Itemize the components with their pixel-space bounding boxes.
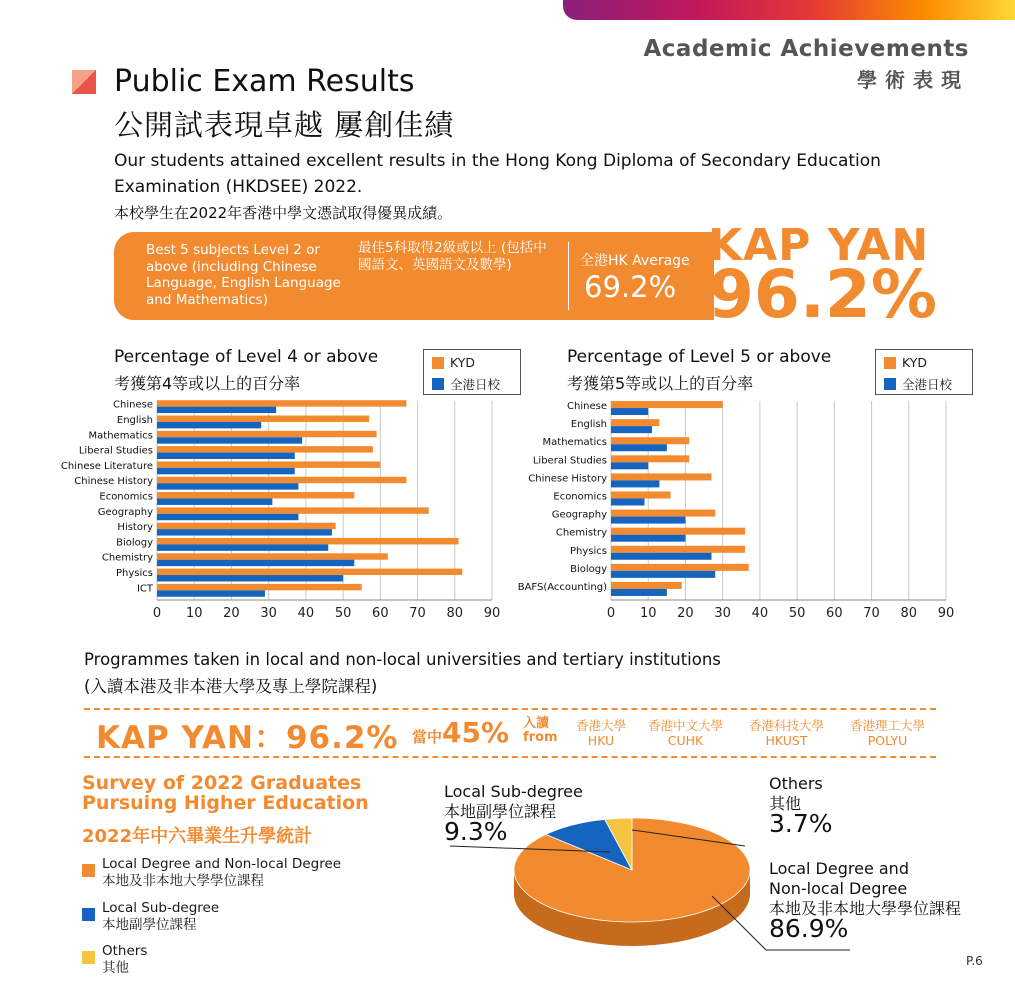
pie-label-zh: 其他 (769, 794, 802, 813)
y-category-label: Chemistry (555, 527, 607, 539)
page-title-en: Public Exam Results (114, 64, 415, 99)
page-number: P.6 (966, 954, 983, 968)
uni-hkust (749, 718, 824, 748)
top-gradient-bar (563, 0, 1015, 20)
survey-title-en (82, 773, 369, 813)
uni-polyu (850, 718, 925, 748)
uni-en: POLYU (867, 733, 908, 748)
y-category-label: History (117, 522, 153, 534)
pie-legend-others (82, 943, 362, 979)
y-category-label: Biology (570, 563, 607, 575)
bar-kyd (157, 538, 459, 544)
legend-item-kyd (432, 355, 475, 370)
x-tick-label: 30 (260, 606, 277, 621)
pie-legend-sub (82, 900, 362, 936)
chart2-legend (875, 349, 973, 395)
pie-label-pct: 3.7% (769, 809, 833, 838)
pie-legend-en: Others (102, 943, 148, 959)
bar-hk (611, 499, 645, 506)
section-title-en: Academic Achievements (643, 36, 969, 62)
strip-45-percent (412, 716, 509, 749)
bar-kyd (157, 477, 406, 483)
strip-in-zh: 入讀 (523, 716, 550, 731)
x-tick-label: 0 (152, 606, 162, 621)
chart2-title-en: Percentage of Level 5 or above (567, 347, 832, 367)
banner-desc-zh: 最佳5科取得2級或以上 (包括中國語文、英國語文及數學) (358, 240, 547, 273)
pie-label-sub (444, 782, 583, 846)
y-category-label: Mathematics (88, 430, 153, 442)
legend-label: 全港日校 (450, 377, 501, 392)
survey-title-zh: 2022年中六畢業生升學統計 (82, 826, 313, 847)
chart2-title-zh: 考獲第5等或以上的百分率 (567, 374, 754, 393)
hk-average-label: 全港HK Average (580, 253, 690, 269)
dashed-divider-top (84, 708, 936, 710)
survey-title-line2: Pursuing Higher Education (82, 792, 369, 814)
bar-kyd (611, 455, 689, 462)
x-tick-label: 40 (297, 606, 315, 621)
intro-text-en: Our students attained excellent results in the Hong Kong Diploma of Secondary Education Examination (HKDSEE) 2022. (114, 151, 881, 197)
uni-zh: 香港科技大學 (749, 718, 825, 733)
x-tick-label: 80 (900, 606, 918, 621)
bar-hk (157, 514, 298, 520)
legend-item-hk (884, 375, 952, 393)
y-category-label: Economics (553, 491, 607, 503)
hk-average-value: 69.2% (584, 270, 677, 304)
bar-kyd (157, 507, 429, 513)
pie-label-degree (769, 859, 962, 943)
bar-hk (611, 480, 659, 487)
x-tick-label: 70 (409, 606, 426, 621)
pie-label-en2: Non-local Degree (769, 879, 908, 898)
programmes-text-en: Programmes taken in local and non-local universities and tertiary institutions (84, 650, 721, 669)
bar-kyd (611, 528, 745, 535)
y-category-label: Economics (99, 491, 153, 503)
uni-en: HKU (587, 733, 615, 748)
y-category-label: Physics (570, 545, 607, 557)
y-category-label: Geography (97, 506, 153, 518)
bar-hk (611, 589, 667, 596)
legend-label: KYD (902, 355, 928, 370)
legend-swatch-hk (884, 378, 896, 390)
bar-kyd (611, 564, 749, 571)
uni-en: HKUST (765, 733, 808, 748)
y-category-label: ICT (136, 583, 153, 595)
x-tick-label: 80 (446, 606, 464, 621)
bar-hk (157, 560, 354, 566)
y-category-label: Liberal Studies (78, 445, 153, 457)
legend-swatch-hk (432, 378, 444, 390)
bar-hk (157, 468, 295, 474)
chart1-title-en: Percentage of Level 4 or above (114, 347, 379, 367)
survey-title-line1: Survey of 2022 Graduates (82, 772, 362, 794)
bar-hk (611, 462, 648, 469)
y-category-label: Chinese (567, 401, 607, 413)
bar-kyd (611, 510, 715, 517)
bar-hk (157, 499, 272, 505)
pie-swatch-sub (82, 908, 95, 921)
uni-cuhk (648, 718, 723, 748)
legend-label: 全港日校 (902, 377, 953, 392)
pie-label-pct: 9.3% (444, 817, 508, 846)
bar-kyd (611, 419, 659, 426)
x-tick-label: 20 (677, 606, 694, 621)
y-category-label: Liberal Studies (532, 455, 607, 467)
bar-hk (157, 453, 295, 459)
x-tick-label: 50 (334, 606, 352, 621)
x-tick-label: 60 (372, 606, 389, 621)
pie-legend-zh: 其他 (102, 960, 129, 976)
x-tick-label: 30 (714, 606, 731, 621)
pie-legend-zh: 本地副學位課程 (102, 917, 197, 933)
title-square-icon (72, 70, 96, 94)
chart2-bar-chart (514, 398, 964, 630)
bar-hk (157, 437, 302, 443)
bar-kyd (611, 437, 689, 444)
bar-kyd (611, 492, 671, 499)
banner-divider (568, 242, 569, 310)
x-tick-label: 70 (863, 606, 880, 621)
bar-kyd (157, 553, 388, 559)
banner-desc-en: Best 5 subjects Level 2 or above (including Chinese Language, English Language and Mathematics) (146, 242, 341, 308)
pie-legend-zh: 本地及非本地大學學位課程 (102, 873, 264, 889)
pie-label-pct: 86.9% (769, 914, 849, 943)
bar-hk (157, 483, 298, 489)
chart1-legend (423, 349, 521, 395)
uni-zh: 香港理工大學 (850, 718, 926, 733)
bar-hk (611, 408, 648, 415)
legend-swatch-kyd (432, 357, 444, 369)
strip-from (523, 717, 558, 745)
bar-kyd (157, 431, 377, 437)
pie-label-others (769, 774, 833, 838)
bar-kyd (157, 461, 380, 467)
bar-kyd (611, 546, 745, 553)
bar-hk (611, 426, 652, 433)
x-tick-label: 50 (788, 606, 806, 621)
bar-hk (611, 571, 715, 578)
legend-item-kyd (884, 355, 927, 370)
bar-hk (611, 517, 685, 524)
y-category-label: English (570, 419, 607, 431)
y-category-label: Biology (116, 537, 153, 549)
y-category-label: Chinese (113, 399, 153, 411)
legend-swatch-kyd (884, 357, 896, 369)
legend-label: KYD (450, 355, 476, 370)
pie-label-en1: Local Degree and (769, 859, 909, 878)
chart1-title-zh: 考獲第4等或以上的百分率 (114, 374, 301, 393)
x-tick-label: 90 (483, 606, 501, 621)
uni-hku (576, 718, 626, 748)
y-category-label: Chinese History (528, 473, 607, 485)
school-percentage: 96.2% (708, 256, 937, 333)
x-tick-label: 10 (639, 606, 657, 621)
pie-legend-en: Local Sub-degree (102, 900, 220, 916)
x-tick-label: 20 (223, 606, 240, 621)
y-category-label: Chemistry (101, 552, 153, 564)
bar-kyd (157, 523, 336, 529)
y-category-label: Geography (551, 509, 607, 521)
x-tick-label: 0 (606, 606, 616, 621)
bar-kyd (157, 584, 362, 590)
legend-item-hk (432, 375, 500, 393)
y-category-label: Chinese Literature (60, 460, 153, 472)
bar-kyd (611, 473, 712, 480)
x-tick-label: 10 (185, 606, 203, 621)
y-category-label: English (116, 414, 153, 426)
bar-hk (157, 544, 328, 550)
intro-text-zh: 本校學生在2022年香港中學文憑試取得優異成績。 (114, 204, 453, 222)
page-title-zh: 公開試表現卓越 屢創佳績 (114, 108, 455, 142)
bar-hk (611, 535, 685, 542)
pie-label-en: Local Sub-degree (444, 782, 583, 801)
chart1-bar-chart (60, 398, 510, 630)
school-name-banner: KAP YAN (708, 220, 930, 271)
x-tick-label: 40 (751, 606, 769, 621)
strip-in-en: from (523, 730, 558, 745)
bar-hk (157, 422, 261, 428)
section-title-zh: 學術表現 (857, 68, 969, 92)
bar-hk (611, 444, 667, 451)
strip-mid-zh: 當中 (412, 728, 443, 746)
bar-hk (157, 529, 332, 535)
y-category-label: Mathematics (542, 437, 607, 449)
pie-label-zh: 本地副學位課程 (444, 802, 557, 821)
pie-label-zh: 本地及非本地大學學位課程 (769, 899, 962, 918)
dashed-divider-bottom (84, 756, 936, 758)
y-category-label: Chinese History (74, 476, 153, 488)
x-tick-label: 90 (937, 606, 955, 621)
uni-en: CUHK (667, 733, 704, 748)
pie-label-en: Others (769, 774, 823, 793)
pie-swatch-others (82, 951, 95, 964)
y-category-label: BAFS(Accounting) (517, 581, 607, 593)
bar-kyd (157, 400, 406, 406)
bar-kyd (157, 416, 369, 422)
uni-zh: 香港中文大學 (648, 718, 724, 733)
uni-zh: 香港大學 (576, 718, 627, 733)
bar-kyd (157, 446, 373, 452)
bar-hk (157, 407, 276, 413)
bar-hk (157, 590, 265, 596)
strip-mid-value: 45% (442, 716, 510, 749)
pie-swatch-degree (82, 864, 95, 877)
bar-kyd (611, 401, 723, 408)
bar-kyd (611, 582, 682, 589)
school-strip-text: KAP YAN：96.2% (96, 720, 399, 756)
y-category-label: Physics (116, 568, 153, 580)
bar-kyd (157, 569, 462, 575)
results-banner (114, 232, 714, 320)
pie-legend-degree (82, 856, 362, 892)
x-tick-label: 60 (826, 606, 843, 621)
bar-hk (611, 553, 712, 560)
bar-kyd (157, 492, 354, 498)
pie-legend-en: Local Degree and Non-local Degree (102, 856, 342, 872)
bar-hk (157, 575, 343, 581)
programmes-text-zh: (入讀本港及非本港大學及專上學院課程) (84, 677, 378, 696)
